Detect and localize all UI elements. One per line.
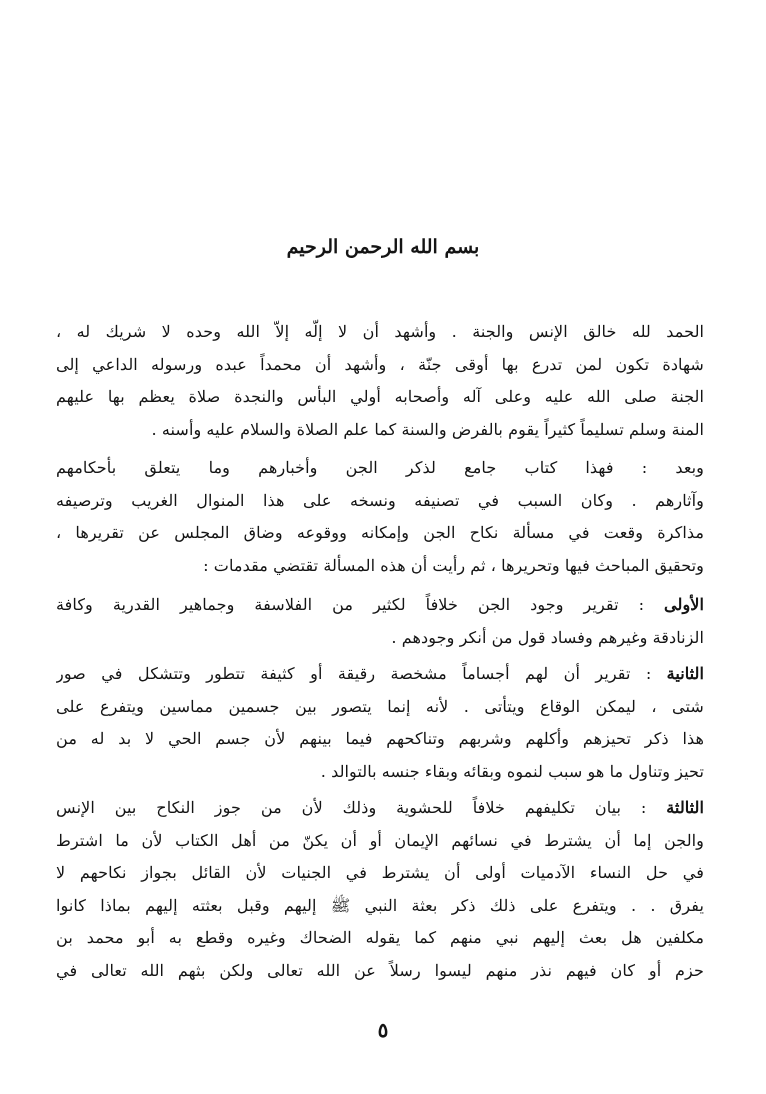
text-line: هذا ذكر تحيزهم وأكلهم وشربهم وتناكحهم فيما بينهم لأن جسم الحي لا بد له من	[56, 729, 704, 748]
text-line: الجنة صلى الله عليه وعلى آله وأصحابه أولي البأس والنجدة صلاة يعظم بها عليهم	[56, 387, 704, 406]
paragraph-second-premise	[56, 658, 704, 788]
premise-heading: الثالثة	[666, 798, 704, 817]
text-line: مذاكرة وقعت في مسألة نكاح الجن وإمكانه ووقوعه وضاق المجلس عن تقريرها ،	[56, 523, 704, 542]
page-number: ٥	[377, 1018, 389, 1042]
text-line: وآثارهم . وكان السبب في تصنيفه ونسخه على هذا المنوال الغريب وترصيفه	[56, 490, 704, 510]
text-line: الزنادقة وغيرهم وفساد قول من أنكر وجودهم .	[391, 627, 704, 647]
premise-heading: الأولى	[664, 595, 704, 614]
text-fragment: : تقرير وجود الجن خلافاً لكثير من الفلاسفة وجماهير القدرية وكافة	[56, 595, 665, 614]
text-line: المنة وسلم تسليماً كثيراً يقوم بالفرض والسنة كما علم الصلاة والسلام عليه وأسنه .	[151, 419, 704, 439]
paragraph-first-premise	[56, 589, 704, 654]
text-line: مكلفين هل بعث إليهم نبي منهم كما يقوله الضحاك وغيره وقطع به أبو محمد بن	[56, 928, 704, 947]
paragraph-third-premise	[56, 792, 704, 987]
text-line: والجن إما أن يشترط في نسائهم الإيمان أو أن يكنّ من أهل الكتاب لأن ما اشترط	[56, 830, 704, 850]
text-line	[56, 658, 704, 691]
text-line	[56, 589, 704, 622]
premise-heading: الثانية	[666, 664, 704, 683]
text-line: حزم أو كان فيهم نذر منهم ليسوا رسلاً عن الله تعالى ولكن بثهم الله تعالى في	[56, 960, 704, 980]
text-line: تحيز وتناول ما هو سبب لنموه وبقائه وبقاء جنسه بالتوالد .	[320, 761, 704, 781]
text-line: يفرق . . ويتفرع على ذلك ذكر بعثة النبي ﷺ إليهم وقبل بعثته إليهم بماذا كانوا	[56, 895, 704, 915]
paragraph-introduction	[56, 452, 704, 582]
text-line: في حل النساء الآدميات أولى أن يشترط في الجنيات لأن القائل بجواز نكاحهم لا	[56, 863, 704, 882]
text-line: وبعد : فهذا كتاب جامع لذكر الجن وأخبارهم وما يتعلق بأحكامهم	[56, 458, 704, 477]
text-line: شهادة تكون لمن تدرع بها أوقى جنّة ، وأشهد أن محمداً عبده ورسوله الداعي إلى	[56, 354, 704, 374]
text-fragment: : بيان تكليفهم خلافاً للحشوية وذلك لأن من جوز النكاح بين الإنس	[56, 798, 667, 817]
text-line: شتى ، ليمكن الوقاع ويتأتى . لأنه إنما يتصور بين جسمين مماسين ويتفرع على	[56, 696, 704, 716]
text-fragment: : تقرير أن لهم أجساماً مشخصة رقيقة أو كثيفة تتطور وتتشكل في صور	[56, 664, 667, 683]
text-line: وتحقيق المباحث فيها وتحريرها ، ثم رأيت أن هذه المسألة تقتضي مقدمات :	[203, 555, 704, 575]
text-line	[56, 792, 704, 825]
text-line: الحمد لله خالق الإنس والجنة . وأشهد أن لا إلّه إلاّ الله وحده لا شريك له ،	[56, 322, 704, 341]
page-title: بسم الله الرحمن الرحيم	[286, 236, 480, 258]
paragraph-opening	[56, 316, 704, 446]
